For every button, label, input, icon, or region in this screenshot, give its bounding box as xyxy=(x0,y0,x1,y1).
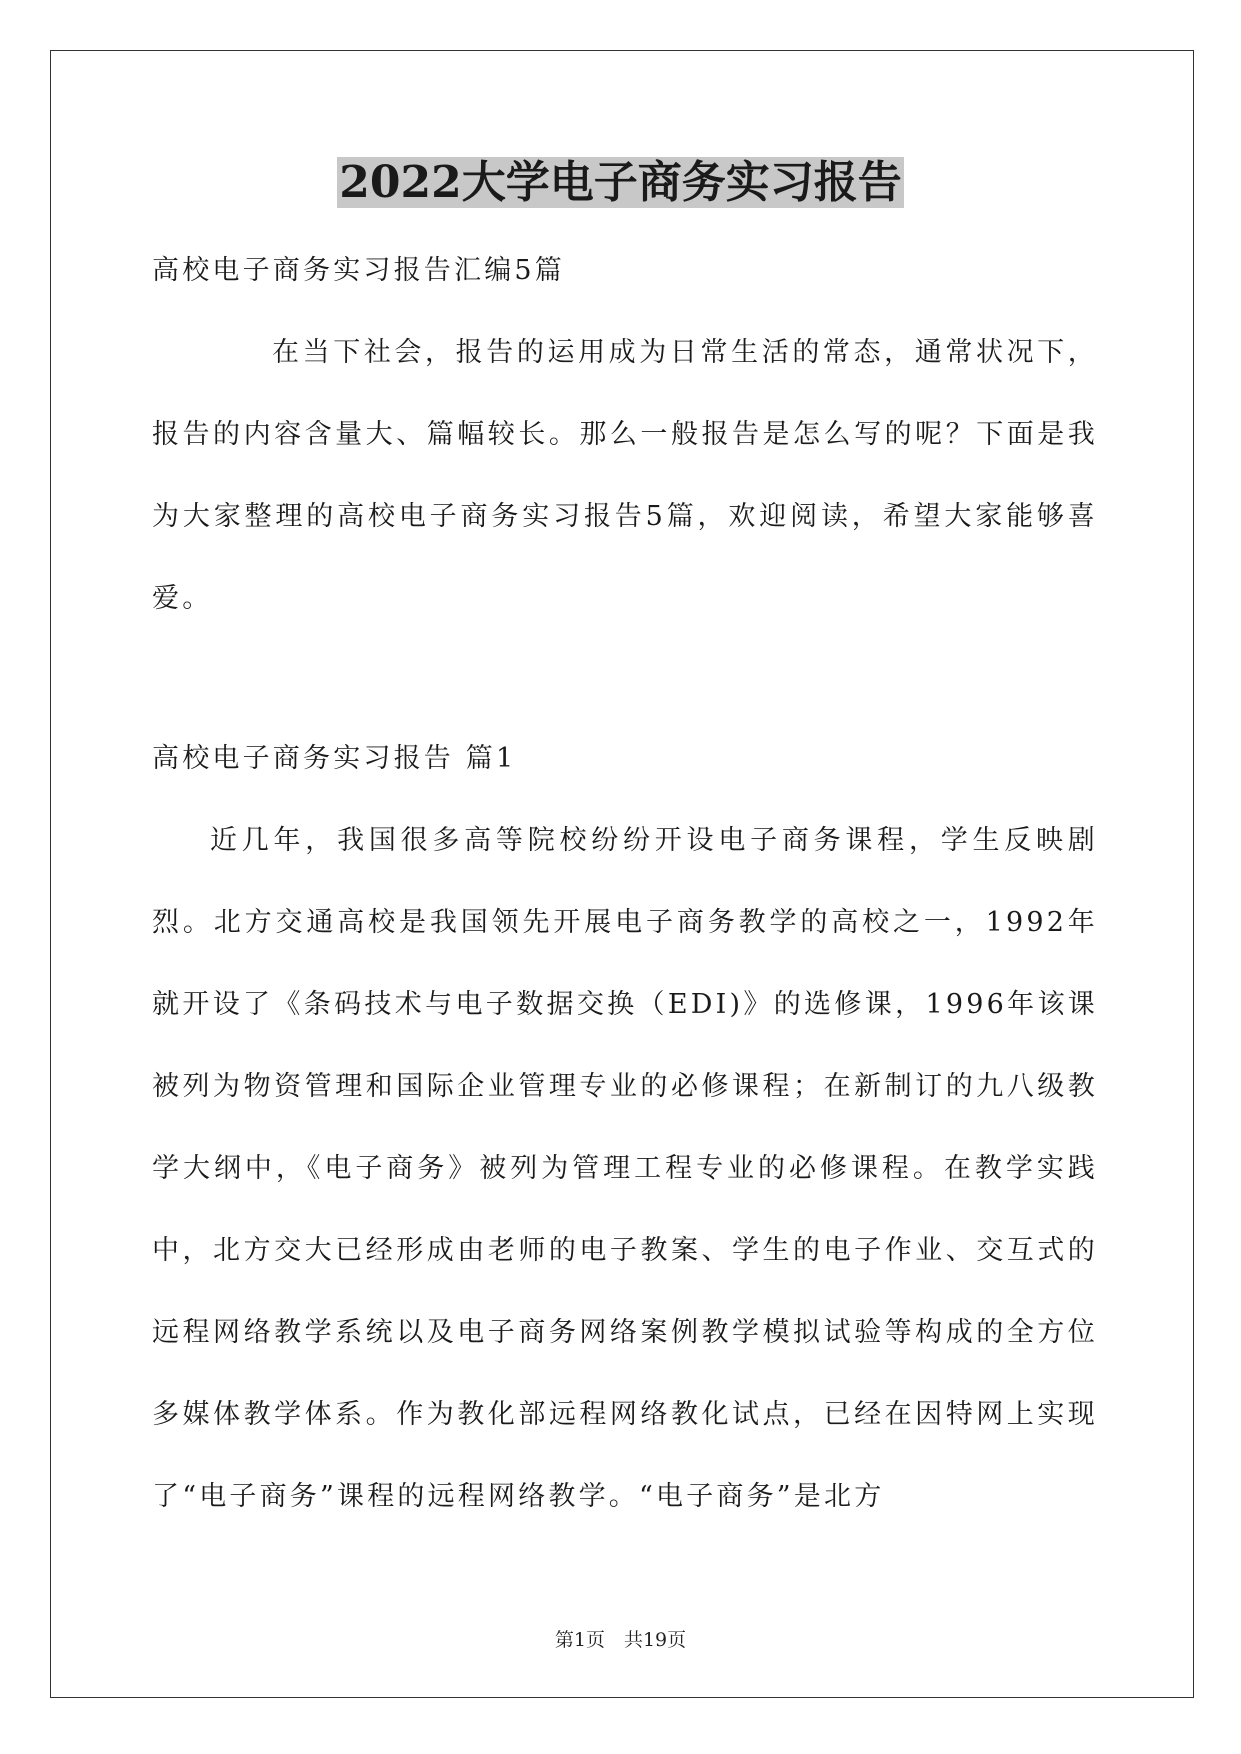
section-heading: 高校电子商务实习报告 篇1 xyxy=(152,743,517,774)
document-body xyxy=(152,230,1098,1538)
section-body-paragraph: 近几年，我国很多高等院校纷纷开设电子商务课程，学生反映剧烈。北方交通高校是我国领先开展电子商务教学的高校之一，1992年就开设了《条码技术与电子数据交换（EDI)》的选修课，1996年该课被列为物资管理和国际企业管理专业的必修课程；在新制订的九八级教学大纲中，《电子商务》被列为管理工程专业的必修课程。在教学实践中，北方交大已经形成由老师的电子教案、学生的电子作业、交互式的远程网络教学系统以及电子商务网络案例教学模拟试验等构成的全方位多媒体教学体系。作为教化部远程网络教化试点，已经在因特网上实现了“电子商务”课程的远程网络教学。“电子商务”是北方 xyxy=(152,825,1098,1512)
section-spacer xyxy=(152,640,1098,718)
title-text: 2022大学电子商务实习报告 xyxy=(339,157,902,208)
intro-paragraph: 在当下社会，报告的运用成为日常生活的常态，通常状况下，报告的内容含量大、篇幅较长。那么一般报告是怎么写的呢？下面是我为大家整理的高校电子商务实习报告5篇，欢迎阅读，希望大家能够喜爱。 xyxy=(152,337,1098,614)
document-title xyxy=(0,152,1241,214)
collection-subtitle: 高校电子商务实习报告汇编5篇 xyxy=(152,255,565,286)
page-footer: 第1页 共19页 xyxy=(554,1629,687,1651)
